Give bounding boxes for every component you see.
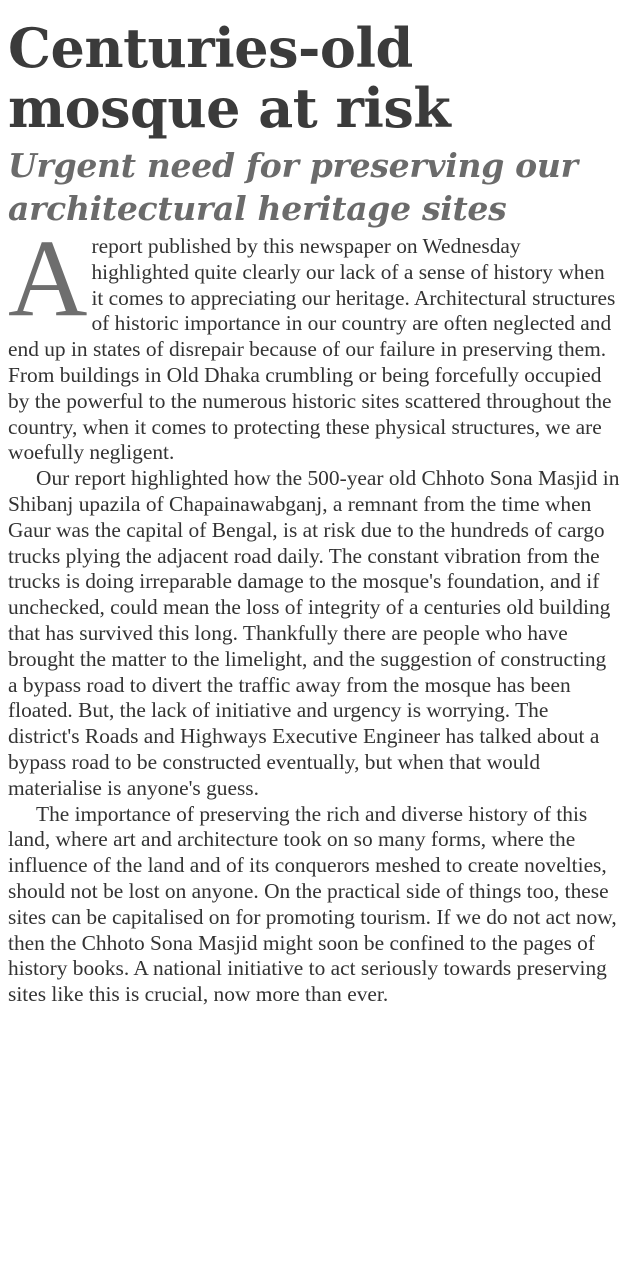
paragraph-2: Our report highlighted how the 500-year old Chhoto Sona Masjid in Shibanj upazila of Chapainawabganj, a remnant from the time when Gaur was the capital of Bengal, is at risk due to the hundreds of cargo trucks plying the adjacent road daily. The constant vibration from the trucks is doing irreparable damage to the mosque's foundation, and if unchecked, could mean the loss of integrity of a centuries old building that has survived this long. Thankfully there are people who have brought the matter to the limelight, and the suggestion of constructing a bypass road to divert the traffic away from the mosque has been floated. But, the lack of initiative and urgency is worrying. The district's Roads and Highways Executive Engineer has talked about a bypass road to be constructed eventually, but when that would materialise is anyone's guess.: [8, 466, 620, 800]
paragraph-3: The importance of preserving the rich and diverse history of this land, where art and architecture took on so many forms, where the influence of the land and of its conquerors meshed to create novelties, should not be lost on anyone. On the practical side of things too, these sites can be capitalised on for promoting tourism. If we do not act now, then the Chhoto Sona Masjid might soon be confined to the pages of history books. A national initiative to act seriously towards preserving sites like this is crucial, now more than ever.: [8, 801, 617, 1007]
subheadline-line-1: Urgent need for preserving our: [8, 146, 578, 185]
headline: [8, 18, 620, 138]
subheadline: [8, 144, 620, 230]
article-body: [8, 217, 620, 1008]
paragraph-1: [8, 217, 620, 466]
headline-line-2: mosque at risk: [8, 76, 451, 140]
editorial-article: [8, 18, 620, 1008]
paragraph-1-text: report published by this newspaper on Wednesday highlighted quite clearly our lack of a sense of history when it comes to appreciating our heritage. Architectural structures of historic importance in our country are often neglected and end up in states of disrepair because of our failure in preserving them. From buildings in Old Dhaka crumbling or being forcefully occupied by the powerful to the numerous historic sites scattered throughout the country, when it comes to protecting these physical structures, we are woefully negligent.: [8, 234, 616, 465]
headline-line-1: Centuries-old: [8, 16, 413, 80]
subheadline-line-2: architectural heritage sites: [8, 189, 507, 228]
drop-cap: A: [8, 217, 88, 339]
